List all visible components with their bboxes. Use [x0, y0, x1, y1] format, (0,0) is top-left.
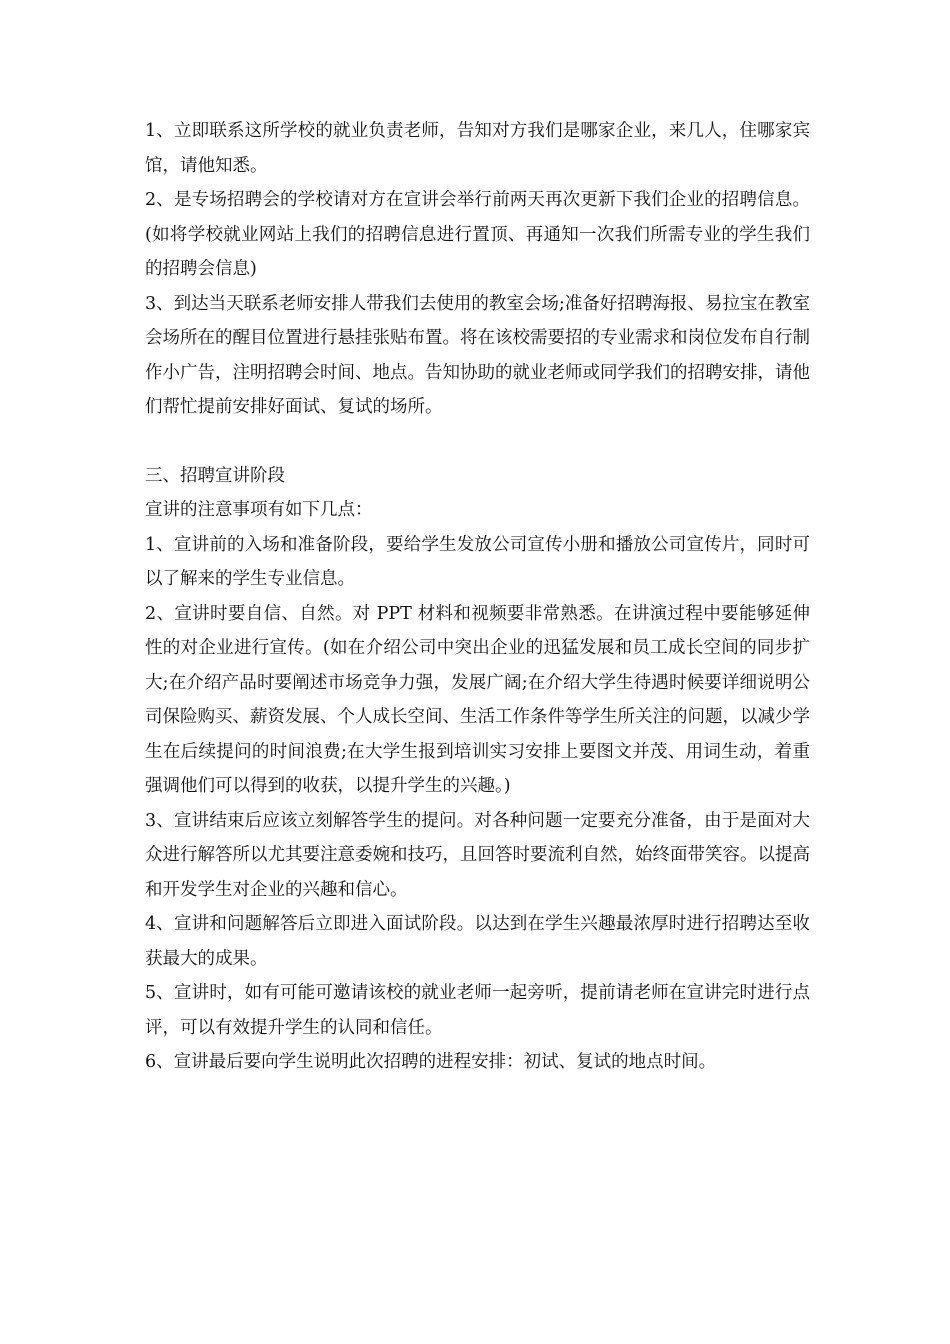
paragraph-spacer — [145, 425, 810, 459]
document-body — [145, 114, 810, 1080]
section-intro: 宣讲的注意事项有如下几点： — [145, 500, 373, 520]
paragraph-schedule: 6、宣讲最后要向学生说明此次招聘的进程安排：初试、复试的地点时间。 — [145, 1052, 717, 1072]
paragraph-presentation: 2、宣讲时要自信、自然。对 PPT 材料和视频要非常熟悉。在讲演过程中要能够延伸性的对企业进行宣传。(如在介绍公司中突出企业的迅猛发展和员工成长空间的同步扩大;在介绍产品时要阐述市场竞争力强，发展广阔;在介绍大学生待遇时候要详细说明公司保险购买、薪资发展、个人成长空间、生活工作条件等学生所关注的问题，以减少学生在后续提问的时间浪费;在大学生报到培训实习安排上要图文并茂、用词生动，着重强调他们可以得到的收获，以提升学生的兴趣。) — [145, 603, 810, 796]
section-heading: 三、招聘宣讲阶段 — [145, 465, 285, 486]
paragraph-preparation: 1、宣讲前的入场和准备阶段，要给学生发放公司宣传小册和播放公司宣传片，同时可以了解来的学生专业信息。 — [145, 534, 810, 589]
paragraph-interview: 4、宣讲和问题解答后立即进入面试阶段。以达到在学生兴趣最浓厚时进行招聘达至收获最大的成果。 — [145, 914, 810, 969]
paragraph-qa: 3、宣讲结束后应该立刻解答学生的提问。对各种问题一定要充分准备，由于是面对大众进行解答所以尤其要注意委婉和技巧，且回答时要流利自然，始终面带笑容。以提高和开发学生对企业的兴趣和信心。 — [145, 810, 810, 900]
paragraph-update-info: 2、是专场招聘会的学校请对方在宣讲会举行前两天再次更新下我们企业的招聘信息。(如将学校就业网站上我们的招聘信息进行置顶、再通知一次我们所需专业的学生我们的招聘会信息) — [145, 190, 810, 279]
paragraph-contact-teacher: 1、立即联系这所学校的就业负责老师，告知对方我们是哪家企业，来几人，住哪家宾馆，请他知悉。 — [145, 121, 810, 176]
paragraph-venue-setup: 3、到达当天联系老师安排人带我们去使用的教室会场;准备好招聘海报、易拉宝在教室会场所在的醒目位置进行悬挂张贴布置。将在该校需要招的专业需求和岗位发布自行制作小广告，注明招聘会时间、地点。告知协助的就业老师或同学我们的招聘安排，请他们帮忙提前安排好面试、复试的场所。 — [145, 293, 810, 417]
paragraph-invite-teacher: 5、宣讲时，如有可能可邀请该校的就业老师一起旁听，提前请老师在宣讲完时进行点评，可以有效提升学生的认同和信任。 — [145, 983, 810, 1038]
